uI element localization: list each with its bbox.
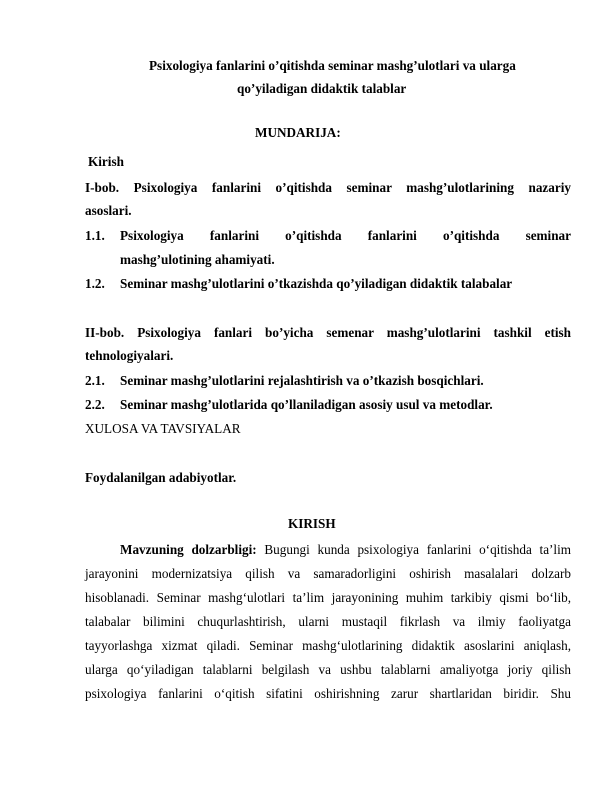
- toc-section-2-1-text: Seminar mashg’ulotlarini rejalashtirish va o’tkazish bosqichlari.: [120, 373, 484, 388]
- intro-paragraph-line-3: hisoblanadi. Seminar mashg‘ulotlari ta’lim jarayonining muhim tarkibiy qismi bo‘lib,: [85, 590, 571, 605]
- document-title-line-2: qo’yiladigan didaktik talablar: [237, 81, 407, 96]
- toc-section-2-2-number: 2.2.: [85, 397, 105, 412]
- toc-item-references: Foydalanilgan adabiyotlar.: [85, 470, 237, 485]
- toc-section-1-1-line-1: Psixologiya fanlarini o’qitishda fanlarini o’qitishda seminar: [120, 228, 571, 243]
- toc-chapter-1-line-1: I-bob. Psixologiya fanlarini o’qitishda seminar mashg’ulotlarining nazariy: [85, 180, 571, 195]
- toc-chapter-2-line-1: II-bob. Psixologiya fanlari bo’yicha semenar mashg’ulotlarini tashkil etish: [85, 325, 571, 340]
- intro-paragraph-line-2: jarayonini modernizatsiya qilish va samaradorligini oshirish masalalari dolzarb: [85, 566, 571, 581]
- toc-heading: MUNDARIJA:: [255, 125, 341, 140]
- intro-paragraph-line-4: talabalar bilimini chuqurlashtirish, ularni mustaqil fikrlash va ilmiy faoliyatga: [85, 614, 571, 629]
- document-title-line-1: Psixologiya fanlarini o’qitishda seminar mashg’ulotlari va ularga: [149, 58, 516, 73]
- toc-section-1-1-line-2: mashg’ulotining ahamiyati.: [120, 252, 275, 267]
- intro-line-1-text: Bugungi kunda psixologiya fanlarini o‘qitishda ta’lim: [264, 542, 572, 557]
- toc-section-1-2-number: 1.2.: [85, 276, 105, 291]
- intro-lead-label: Mavzuning dolzarbligi:: [120, 542, 257, 557]
- toc-section-2-2-text: Seminar mashg’ulotlarida qo’llaniladigan asosiy usul va metodlar.: [120, 397, 493, 412]
- toc-section-2-1-number: 2.1.: [85, 373, 105, 388]
- toc-chapter-2-line-2: tehnologiyalari.: [85, 348, 174, 363]
- toc-item-intro: Kirish: [88, 154, 124, 169]
- intro-paragraph-line-5: tayyorlashga xizmat qiladi. Seminar mashg‘ulotlarining didaktik asoslarini aniqlash,: [85, 638, 571, 653]
- toc-section-1-2-text: Seminar mashg’ulotlarini o’tkazishda qo’yiladigan didaktik talabalar: [120, 276, 513, 291]
- toc-chapter-1-line-2: asoslari.: [85, 203, 132, 218]
- toc-section-1-1-number: 1.1.: [85, 228, 105, 243]
- intro-paragraph-line-1: [120, 542, 571, 558]
- intro-paragraph-line-7: psixologiya fanlarini o‘qitish sifatini oshirishning zarur shartlaridan biridir. Shu: [85, 686, 571, 701]
- intro-heading: KIRISH: [288, 516, 336, 531]
- toc-item-conclusion: XULOSA VA TAVSIYALAR: [85, 421, 241, 436]
- intro-paragraph-line-6: ularga qo‘yiladigan talablarni belgilash va ushbu talablarni amaliyotga joriy qilish: [85, 662, 571, 677]
